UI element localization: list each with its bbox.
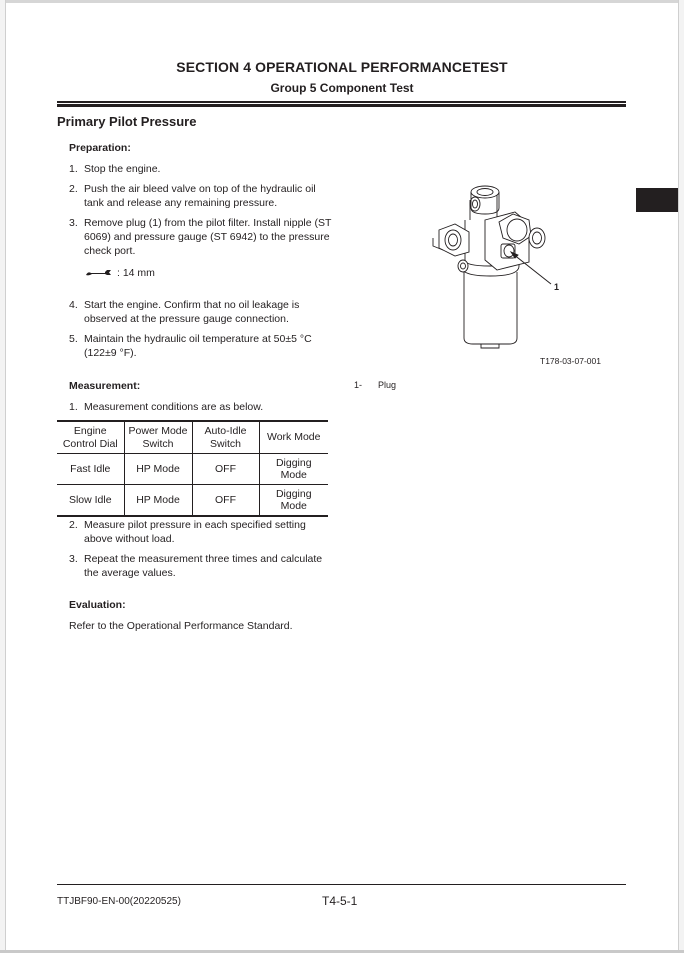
page-frame-left — [0, 0, 6, 953]
table-cell: Digging Mode — [259, 454, 328, 485]
measurement-heading: Measurement: — [69, 380, 141, 392]
step-number: 3. — [69, 553, 78, 565]
step-text: Maintain the hydraulic oil temperature at 50±5 °C (122±9 °F). — [84, 333, 312, 359]
table-row — [57, 454, 328, 485]
header-cell: Auto-Idle Switch — [192, 421, 259, 454]
pilot-filter-illustration — [425, 180, 575, 360]
table-cell: HP Mode — [124, 485, 192, 517]
prep-step-3 — [69, 216, 334, 258]
table-row — [57, 485, 328, 517]
page-heading: Primary Pilot Pressure — [57, 114, 197, 129]
page-number: T4-5-1 — [322, 894, 358, 908]
page-frame-top — [0, 0, 684, 3]
header-cell: Power Mode Switch — [124, 421, 192, 454]
step-text: Stop the engine. — [84, 163, 161, 175]
prep-step-1 — [69, 162, 334, 176]
step-number: 3. — [69, 217, 78, 229]
prep-step-4 — [69, 298, 334, 326]
figure-id: T178-03-07-001 — [540, 356, 601, 366]
table-cell: HP Mode — [124, 454, 192, 485]
meas-step-3 — [69, 552, 334, 580]
header-cell: Engine Control Dial — [57, 421, 124, 454]
table-cell: OFF — [192, 485, 259, 517]
legend-number: 1- — [354, 380, 363, 390]
prep-step-5 — [69, 332, 334, 360]
meas-step-2 — [69, 518, 334, 546]
section-side-tab — [636, 188, 678, 212]
step-text: Measurement conditions are as below. — [84, 401, 264, 413]
step-number: 5. — [69, 333, 78, 345]
header-rule-thick — [57, 104, 626, 107]
table-cell: OFF — [192, 454, 259, 485]
group-title: Group 5 Component Test — [270, 81, 414, 95]
meas-step-1 — [69, 400, 334, 414]
header-rule-thin — [57, 101, 626, 103]
document-code: TTJBF90-EN-00(20220525) — [57, 896, 181, 907]
evaluation-text: Refer to the Operational Performance Standard. — [69, 620, 293, 632]
table-cell: Slow Idle — [68, 493, 112, 506]
wrench-size-note — [85, 267, 155, 279]
wrench-size: : 14 mm — [117, 267, 155, 279]
table-cell: Digging Mode — [259, 485, 328, 517]
step-text: Push the air bleed valve on top of the hydraulic oil tank and release any remaining pressure. — [84, 183, 316, 209]
legend-label: Plug — [378, 380, 397, 390]
step-number: 2. — [69, 519, 78, 531]
callout-label: 1 — [554, 282, 560, 292]
step-number: 1. — [69, 401, 78, 413]
table-cell: Fast Idle — [57, 454, 124, 485]
wrench-icon — [85, 268, 113, 278]
step-text: Remove plug (1) from the pilot filter. Install nipple (ST 6069) and pressure gauge (ST 6942) to the pressure check port. — [84, 217, 332, 257]
page-frame-right — [678, 0, 684, 953]
step-number: 4. — [69, 299, 78, 311]
footer-rule — [57, 884, 626, 885]
step-number: 1. — [69, 163, 78, 175]
preparation-heading: Preparation: — [69, 142, 131, 154]
step-text: Measure pilot pressure in each specified setting above without load. — [84, 519, 306, 545]
header-cell: Work Mode — [259, 421, 328, 454]
figure-legend — [354, 380, 396, 390]
prep-step-2 — [69, 182, 334, 210]
section-title: SECTION 4 OPERATIONAL PERFORMANCETEST — [176, 59, 508, 75]
step-number: 2. — [69, 183, 78, 195]
measurement-conditions-table — [57, 420, 328, 517]
step-text: Repeat the measurement three times and calculate the average values. — [84, 553, 323, 579]
table-header-row — [57, 421, 328, 454]
step-text: Start the engine. Confirm that no oil leakage is observed at the pressure gauge connection. — [84, 299, 300, 325]
evaluation-heading: Evaluation: — [69, 599, 126, 611]
